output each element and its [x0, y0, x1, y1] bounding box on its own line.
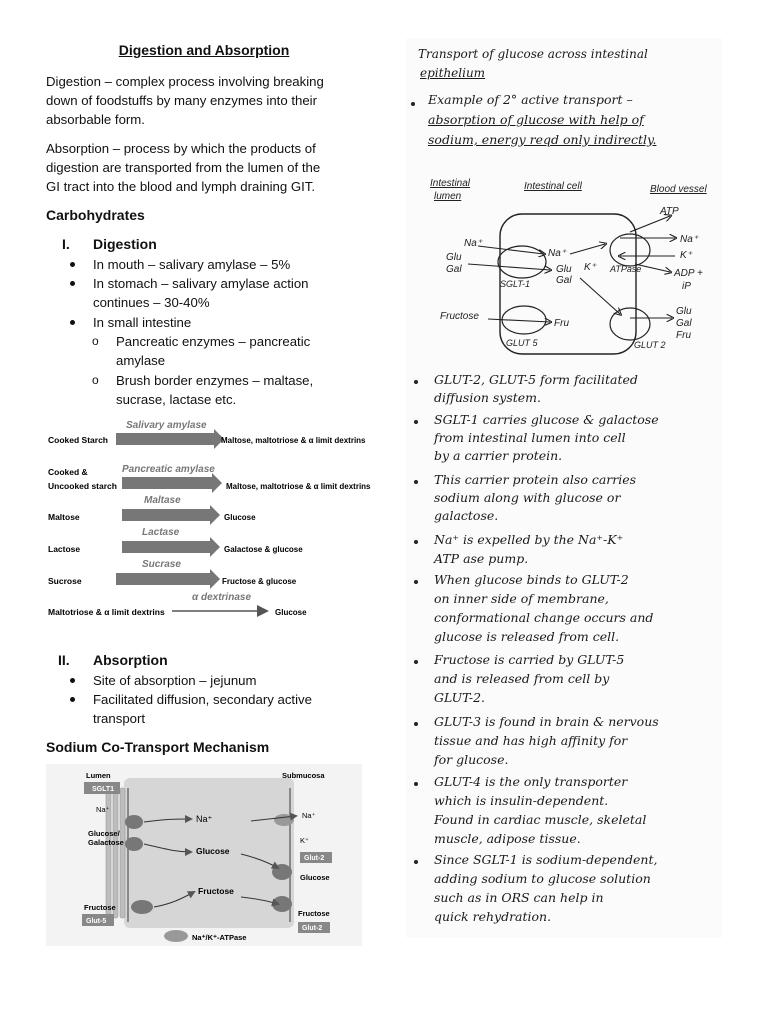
- absorption-definition: [46, 139, 366, 197]
- bullet-icon: [70, 262, 75, 267]
- note-line: adding sodium to glucose solution: [434, 871, 651, 886]
- digestion-heading: Digestion: [93, 236, 157, 252]
- enzyme-label: α dextrinase: [192, 592, 252, 603]
- atpase-pump: [164, 930, 188, 942]
- product-label: Glucose: [224, 513, 256, 522]
- substrate-label: Maltose: [48, 512, 80, 522]
- substrate-label: Gal: [676, 318, 692, 329]
- sodium-transport-heading: Sodium Co-Transport Mechanism: [46, 739, 270, 755]
- cell-label: Intestinal cell: [524, 181, 582, 192]
- section-number: I.: [62, 236, 70, 252]
- substrate-label: Sucrose: [48, 576, 82, 586]
- bullet-item: In small intestine: [93, 315, 192, 330]
- enzyme-label: Pancreatic amylase: [122, 464, 215, 475]
- ip-label: iP: [682, 281, 691, 292]
- ion-label: Na⁺: [680, 234, 699, 245]
- na-k-pump: [274, 814, 294, 826]
- ion-label: Na⁺: [196, 814, 213, 824]
- substrate-label: Fru: [676, 330, 691, 341]
- glucose-transport-sketch: [420, 174, 720, 370]
- ion-label: Na⁺: [464, 238, 483, 249]
- reaction-arrow: [116, 573, 210, 585]
- note-line: such as in ORS can help in: [434, 890, 604, 905]
- glut2-carrier: [610, 308, 650, 340]
- note-line: ATP ase pump.: [434, 551, 529, 566]
- glut2-transporter: [272, 896, 292, 912]
- sglt-label: SGLT-1: [500, 279, 531, 289]
- ion-label: Na⁺: [96, 805, 110, 814]
- note-line: diffusion system.: [434, 390, 542, 405]
- adp-label: ADP +: [674, 268, 703, 279]
- substrate-label: Maltotriose & α limit dextrins: [48, 607, 165, 617]
- note-line: absorption of glucose with help of: [428, 112, 644, 127]
- note-line: sodium, energy reqd only indirectly.: [428, 132, 657, 147]
- note-line: quick rehydration.: [434, 909, 552, 924]
- note-line: GLUT-2.: [434, 690, 486, 705]
- note-line: SGLT-1 carries glucose & galactose: [434, 412, 659, 427]
- note-line: When glucose binds to GLUT-2: [434, 572, 629, 587]
- ion-label: K⁺: [584, 262, 596, 273]
- substrate-label: Cooked Starch: [48, 435, 108, 445]
- substrate-label: Fructose: [198, 886, 234, 896]
- note-line: GLUT-3 is found in brain & nervous: [434, 714, 659, 729]
- carbohydrates-heading: Carbohydrates: [46, 207, 145, 223]
- bullet-icon: [70, 697, 75, 702]
- lumen-label: Lumen: [86, 771, 111, 780]
- substrate-label: Fructose: [440, 311, 479, 322]
- bullet-icon: [414, 420, 418, 424]
- sub-bullet-item: Brush border enzymes – maltase,: [116, 373, 314, 388]
- bullet-item-continued: transport: [93, 711, 146, 726]
- enzyme-label: Lactase: [142, 527, 180, 538]
- text-line: GI tract into the blood and lymph draining GIT.: [46, 179, 316, 195]
- atp-label: ATP: [660, 206, 679, 217]
- arrow-head-icon: [210, 537, 220, 557]
- note-line: on inner side of membrane,: [434, 591, 609, 606]
- product-label: Maltose, maltotriose & α limit dextrins: [221, 436, 366, 445]
- note-line: Found in cardiac muscle, skeletal: [434, 812, 647, 827]
- note-line: conformational change occurs and: [434, 610, 654, 625]
- bullet-item: Facilitated diffusion, secondary active: [93, 692, 312, 707]
- product-label: Galactose & glucose: [224, 545, 303, 554]
- reaction-arrow: [122, 541, 210, 553]
- glut5-transporter: [131, 900, 153, 914]
- ion-label: K⁺: [680, 250, 692, 261]
- substrate-label: Glu: [446, 252, 462, 263]
- section-number: II.: [58, 652, 70, 668]
- atpase-label: Na⁺/K⁺-ATPase: [192, 933, 247, 942]
- substrate-label: Glucose: [196, 846, 230, 856]
- glut2-label: GLUT 2: [634, 340, 666, 350]
- note-line: from intestinal lumen into cell: [434, 430, 626, 445]
- substrate-label: Glucose: [300, 873, 330, 882]
- enzyme-label: Maltase: [144, 495, 181, 506]
- note-line: galactose.: [434, 508, 499, 523]
- notes-heading: epithelium: [420, 66, 486, 80]
- substrate-label: Cooked &: [48, 467, 88, 477]
- bullet-icon: [414, 580, 418, 584]
- glut2-label: Glut-2: [304, 855, 325, 862]
- notes-heading: Transport of glucose across intestinal: [418, 47, 648, 61]
- glut2-label: Glut-2: [302, 925, 323, 932]
- note-line: which is insulin-dependent.: [434, 793, 609, 808]
- reaction-arrow: [122, 509, 210, 521]
- text-line: digestion are transported from the lumen of the: [46, 160, 321, 176]
- substrate-label: Glucose/: [88, 829, 120, 838]
- arrow-head-icon: [210, 569, 220, 589]
- note-line: by a carrier protein.: [434, 448, 563, 463]
- product-label: Maltose, maltotriose & α limit dextrins: [226, 482, 371, 491]
- product-label: Glucose: [275, 608, 307, 617]
- bullet-icon: [414, 380, 418, 384]
- bullet-icon: [70, 678, 75, 683]
- blood-vessel-label: Blood vessel: [650, 184, 707, 195]
- page-title: Digestion and Absorption: [118, 42, 290, 58]
- product-label: Fructose & glucose: [222, 577, 297, 586]
- text-line: Absorption – process by which the products of: [46, 141, 316, 156]
- substrate-label: Lactose: [48, 544, 81, 554]
- note-line: tissue and has high affinity for: [434, 733, 628, 748]
- bullet-icon: [414, 660, 418, 664]
- note-line: Example of 2° active transport –: [428, 92, 633, 107]
- enzyme-label: Sucrase: [142, 559, 181, 570]
- sodium-cotransport-diagram: [46, 764, 362, 946]
- glut5-label: GLUT 5: [506, 338, 538, 348]
- note-line: Since SGLT-1 is sodium-dependent,: [434, 852, 658, 867]
- ion-label: Na⁺: [548, 248, 567, 259]
- arrow-head-icon: [212, 473, 222, 493]
- reaction-arrow: [122, 477, 212, 489]
- bullet-icon: [414, 860, 418, 864]
- sglt1-transporter: [125, 815, 143, 829]
- sub-bullet-marker: o: [92, 334, 99, 348]
- note-line: for glucose.: [434, 752, 509, 767]
- absorption-heading: Absorption: [93, 652, 168, 668]
- ion-label: Na⁺: [302, 811, 316, 820]
- substrate-label: Glu: [676, 306, 692, 317]
- lumen-label: lumen: [434, 191, 462, 202]
- digestion-definition: [46, 72, 366, 130]
- note-line: muscle, adipose tissue.: [434, 831, 581, 846]
- bullet-icon: [414, 782, 418, 786]
- bullet-icon: [414, 540, 418, 544]
- arrow-head-icon: [210, 505, 220, 525]
- bullet-icon: [411, 102, 415, 106]
- note-line: GLUT-2, GLUT-5 form facilitated: [434, 372, 638, 387]
- bullet-icon: [414, 722, 418, 726]
- enzyme-diagram: [46, 414, 392, 624]
- enzyme-label: Salivary amylase: [126, 420, 207, 431]
- text-line: down of foodstuffs by many enzymes into their: [46, 93, 317, 109]
- sub-bullet-item-continued: amylase: [116, 353, 166, 368]
- submucosa-label: Submucosa: [282, 771, 325, 780]
- atpase-label: ATPase: [610, 264, 642, 274]
- substrate-label: Uncooked starch: [48, 481, 117, 491]
- substrate-label: Galactose: [88, 838, 124, 847]
- substrate-label: Glu: [556, 264, 572, 275]
- substrate-label: Fructose: [298, 909, 330, 918]
- note-line: This carrier protein also carries: [434, 472, 637, 487]
- text-line: absorbable form.: [46, 112, 145, 128]
- note-line: and is released from cell by: [434, 671, 610, 686]
- substrate-label: Fructose: [84, 903, 116, 912]
- bullet-icon: [70, 320, 75, 325]
- bullet-icon: [414, 480, 418, 484]
- bullet-item-continued: continues – 30-40%: [93, 295, 210, 310]
- sub-bullet-item: Pancreatic enzymes – pancreatic: [116, 334, 311, 349]
- note-line: GLUT-4 is the only transporter: [434, 774, 628, 789]
- bullet-item: In mouth – salivary amylase – 5%: [93, 257, 291, 272]
- sglt1-transporter: [125, 837, 143, 851]
- substrate-label: Fru: [554, 318, 569, 329]
- note-line: Fructose is carried by GLUT-5: [434, 652, 625, 667]
- glut5-label: Glut-5: [86, 918, 107, 925]
- bullet-item: Site of absorption – jejunum: [93, 673, 257, 688]
- note-line: Na⁺ is expelled by the Na⁺-K⁺: [434, 532, 624, 547]
- reaction-arrow: [116, 433, 214, 445]
- bullet-item: In stomach – salivary amylase action: [93, 276, 309, 291]
- ion-label: K⁺: [300, 836, 309, 845]
- substrate-label: Gal: [556, 275, 572, 286]
- note-line: sodium along with glucose or: [434, 490, 621, 505]
- sglt1-label: SGLT1: [92, 786, 115, 793]
- na-k-atpase-pump: [610, 234, 650, 266]
- note-line: glucose is released from cell.: [434, 629, 620, 644]
- lumen-label: Intestinal: [430, 178, 471, 189]
- bullet-icon: [70, 281, 75, 286]
- substrate-label: Gal: [446, 264, 462, 275]
- sub-bullet-marker: o: [92, 373, 99, 387]
- text-line: Digestion – complex process involving breaking: [46, 74, 324, 89]
- sub-bullet-item-continued: sucrase, lactase etc.: [116, 392, 237, 407]
